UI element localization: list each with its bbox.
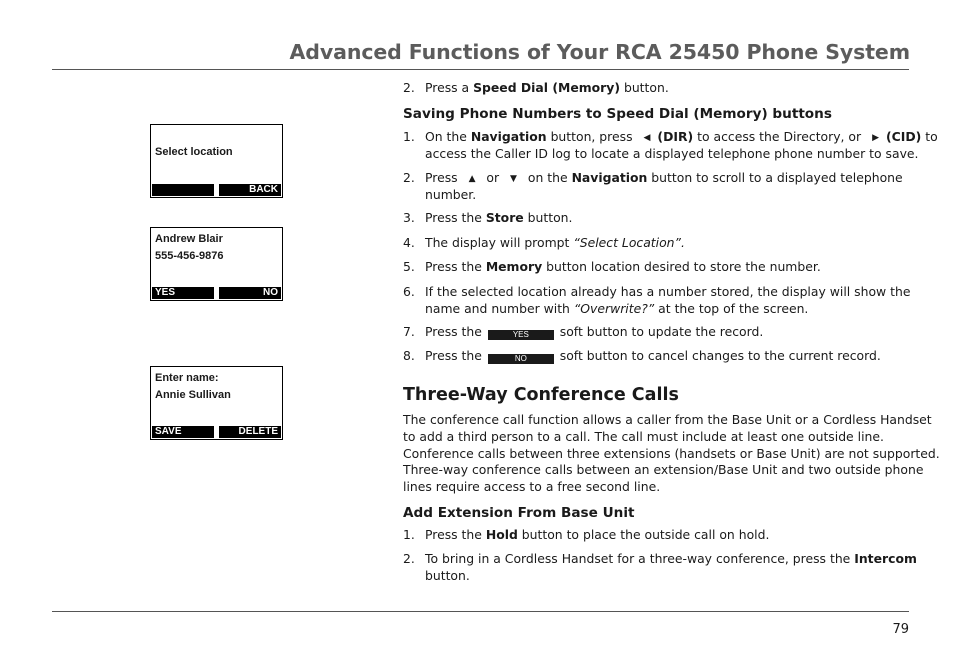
lcd-line: Andrew Blair (155, 233, 223, 245)
page-number: 79 (892, 622, 909, 637)
yes-softkey-image: YES (488, 330, 554, 340)
lcd-line: 555-456-9876 (155, 250, 224, 262)
left-arrow-icon: ◀ (643, 133, 651, 143)
lcd-right-softkey: NO (219, 287, 281, 299)
section-heading: Three-Way Conference Calls (403, 385, 679, 405)
lcd-right-softkey: BACK (219, 184, 281, 196)
lcd-right-softkey: DELETE (219, 426, 281, 438)
paragraph-line: Conference calls between three extensions (handsets or Base Unit) are not supported. (403, 445, 940, 461)
lcd-screen-select-location (150, 124, 283, 198)
section-subheading: Saving Phone Numbers to Speed Dial (Memory) buttons (403, 106, 832, 122)
lcd-left-softkey (152, 184, 214, 196)
lcd-softkeys (152, 184, 281, 196)
lcd-screen-confirm (150, 227, 283, 301)
page-title: Advanced Functions of Your RCA 25450 Phone System (289, 40, 910, 64)
lcd-left-softkey: YES (152, 287, 214, 299)
down-arrow-icon: ▼ (510, 174, 517, 184)
no-softkey-image: NO (488, 354, 554, 364)
lcd-left-softkey: SAVE (152, 426, 214, 438)
paragraph-line: to add a third person to a call. The call must include at least one outside line. (403, 428, 884, 444)
paragraph-line: The conference call function allows a caller from the Base Unit or a Cordless Handset (403, 412, 932, 427)
paragraph-line: Three-way conference calls between an extension/Base Unit and two outside phone (403, 462, 924, 478)
up-arrow-icon: ▲ (468, 174, 476, 184)
right-arrow-icon: ▶ (872, 133, 879, 143)
paragraph-line: lines require access to a free second line. (403, 479, 661, 495)
lcd-line: Enter name: (155, 372, 219, 384)
lcd-screen-enter-name (150, 366, 283, 440)
lcd-softkeys (152, 426, 281, 438)
lcd-softkeys (152, 287, 281, 299)
lcd-line: Select location (155, 146, 233, 158)
header-rule (52, 69, 909, 70)
section-subheading: Add Extension From Base Unit (403, 505, 635, 521)
lcd-line: Annie Sullivan (155, 389, 231, 401)
footer-rule (52, 611, 909, 612)
